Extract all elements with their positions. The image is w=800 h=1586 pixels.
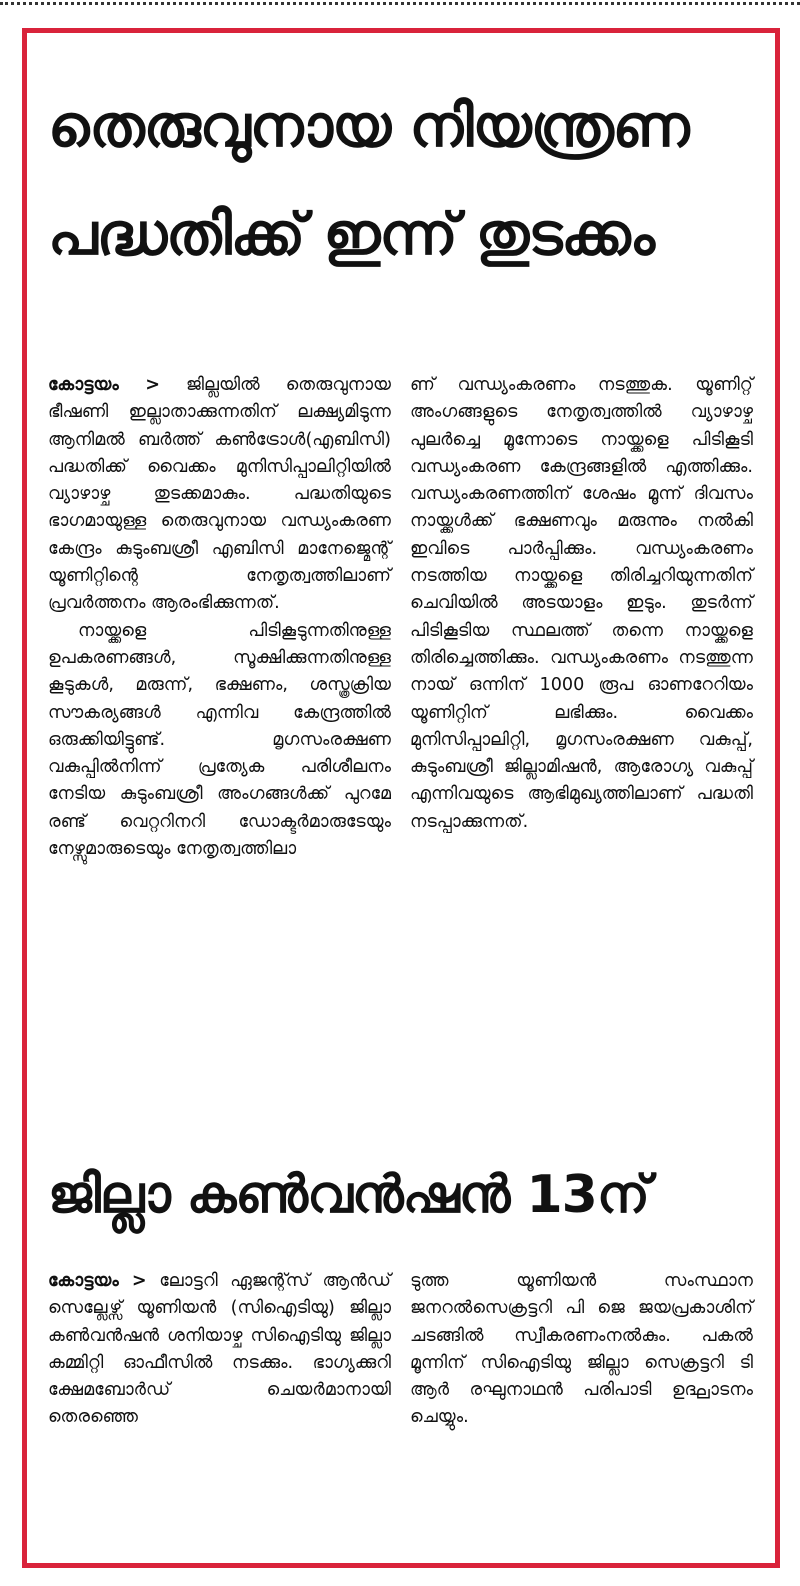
article-2-paragraph-1 (48, 1268, 391, 1432)
article-2-column-2 (410, 1268, 753, 1432)
article-1-paragraph-2: നായ്ക്കളെ പിടികൂടുന്നതിനുള്ള ഉപകരണങ്ങൾ, സൂക്ഷിക്കുന്നതിനുള്ള കൂടുകൾ, മരുന്ന്, ഭക്ഷണം, ശസ്ത്രക്രിയ സൗകര്യങ്ങൾ എന്നിവ കേന്ദ്രത്തിൽ ഒരുക്കിയിട്ടുണ്ട്. മൃഗസംരക്ഷണ വകുപ്പിൽനിന്ന് പ്രത്യേക പരിശീലനം നേടിയ കുടുംബശ്രീ അംഗങ്ങൾക്ക് പുറമേ രണ്ട് വെറ്ററിനറി ഡോക്ടർമാരുടേയും നേഴ്സുമാരുടെയും നേതൃത്വത്തിലാ (48, 620, 391, 860)
article-1-paragraph-1-text: ജില്ലയിൽ തെരുവുനായ ഭീഷണി ഇല്ലാതാക്കുന്നതിന് ലക്ഷ്യമിടുന്ന ആനിമൽ ബർത്ത് കൺട്രോൾ(എബിസി) പദ്ധതിക്ക് വൈക്കം മുനിസിപ്പാലിറ്റിയിൽ വ്യാഴാഴ്ച തുടക്കമാകും. പദ്ധതിയുടെ ഭാഗമായുള്ള തെരുവുനായ വന്ധ്യംകരണ കേന്ദ്രം കുടുംബശ്രീ എബിസി മാനേജ്മെന്റ് യൂണിറ്റിന്റെ നേതൃത്വത്തിലാണ് പ്രവർത്തനം ആരംഭിക്കുന്നത്. (48, 375, 391, 614)
article-2-dateline: കോട്ടയം > (48, 1271, 147, 1291)
article-2-paragraph-1-text: ലോട്ടറി ഏജന്റ്സ് ആൻഡ് സെല്ലേഴ്സ് യൂണിയൻ (സിഐടിയു) ജില്ലാ കൺവൻഷൻ ശനിയാഴ്ച സിഐടിയു ജില്ലാ കമ്മിറ്റി ഓഫീസിൽ നടക്കും. ഭാഗ്യക്കുറി ക്ഷേമബോർഡ് ചെയർമാനായി തെരഞ്ഞെ (48, 1271, 392, 1428)
article-1-dateline: കോട്ടയം > (48, 375, 161, 395)
article-2-column-1 (48, 1268, 391, 1432)
article-2-headline: ജില്ലാ കൺവൻഷൻ 13ന് (48, 1165, 649, 1225)
article-1-column-1 (48, 372, 391, 863)
article-1-paragraph-3: ണ് വന്ധ്യംകരണം നടത്തുക. യൂണിറ്റ് അംഗങ്ങളുടെ നേതൃത്വത്തിൽ വ്യാഴാഴ്ച പുലർച്ചെ മൂന്നോടെ നായ്ക്കളെ പിടികൂടി വന്ധ്യംകരണ കേന്ദ്രങ്ങളിൽ എത്തിക്കും. വന്ധ്യംകരണത്തിന് ശേഷം മൂന്ന് ദിവസം നായ്ക്കൾക്ക് ഭക്ഷണവും മരുന്നും നൽകി ഇവിടെ പാർപ്പിക്കും. വന്ധ്യംകരണം നടത്തിയ നായ്ക്കളെ തിരിച്ചറിയുന്നതിന് ചെവിയിൽ അടയാളം ഇടും. തുടർന്ന് പിടികൂടിയ സ്ഥലത്ത് തന്നെ നായ്ക്കളെ തിരിച്ചെത്തിക്കും. വന്ധ്യംകരണം നടത്തുന്ന നായ് ഒന്നിന് 1000 രൂപ ഓണറേറിയം യൂണിറ്റിന് ലഭിക്കും. വൈക്കം മുനിസിപ്പാലിറ്റി, മൃഗസംരക്ഷണ വകുപ്പ്, കുടുംബശ്രീ ജില്ലാമിഷൻ, ആരോഗ്യ വകുപ്പ് എന്നിവയുടെ ആഭിമുഖ്യത്തിലാണ് പദ്ധതി നടപ്പാക്കുന്നത്. (410, 375, 753, 832)
dotted-separator (0, 2, 800, 5)
article-2-paragraph-2: ടുത്ത യൂണിയൻ സംസ്ഥാന ജനറൽസെക്രട്ടറി പി ജെ ജയപ്രകാശിന് ചടങ്ങിൽ സ്വീകരണംനൽകും. പകൽ മൂന്നിന് സിഐടിയു ജില്ലാ സെക്രട്ടറി ടി ആർ രഘുനാഥൻ പരിപാടി ഉദ്ഘാടനം ചെയ്യും. (410, 1271, 753, 1428)
article-1-column-2 (410, 372, 753, 836)
article-1-paragraph-1 (48, 372, 391, 618)
article-1-headline: തെരുവുനായ നിയന്ത്രണ പദ്ധതിക്ക് ഇന്ന് തുടക്കം (48, 92, 689, 268)
